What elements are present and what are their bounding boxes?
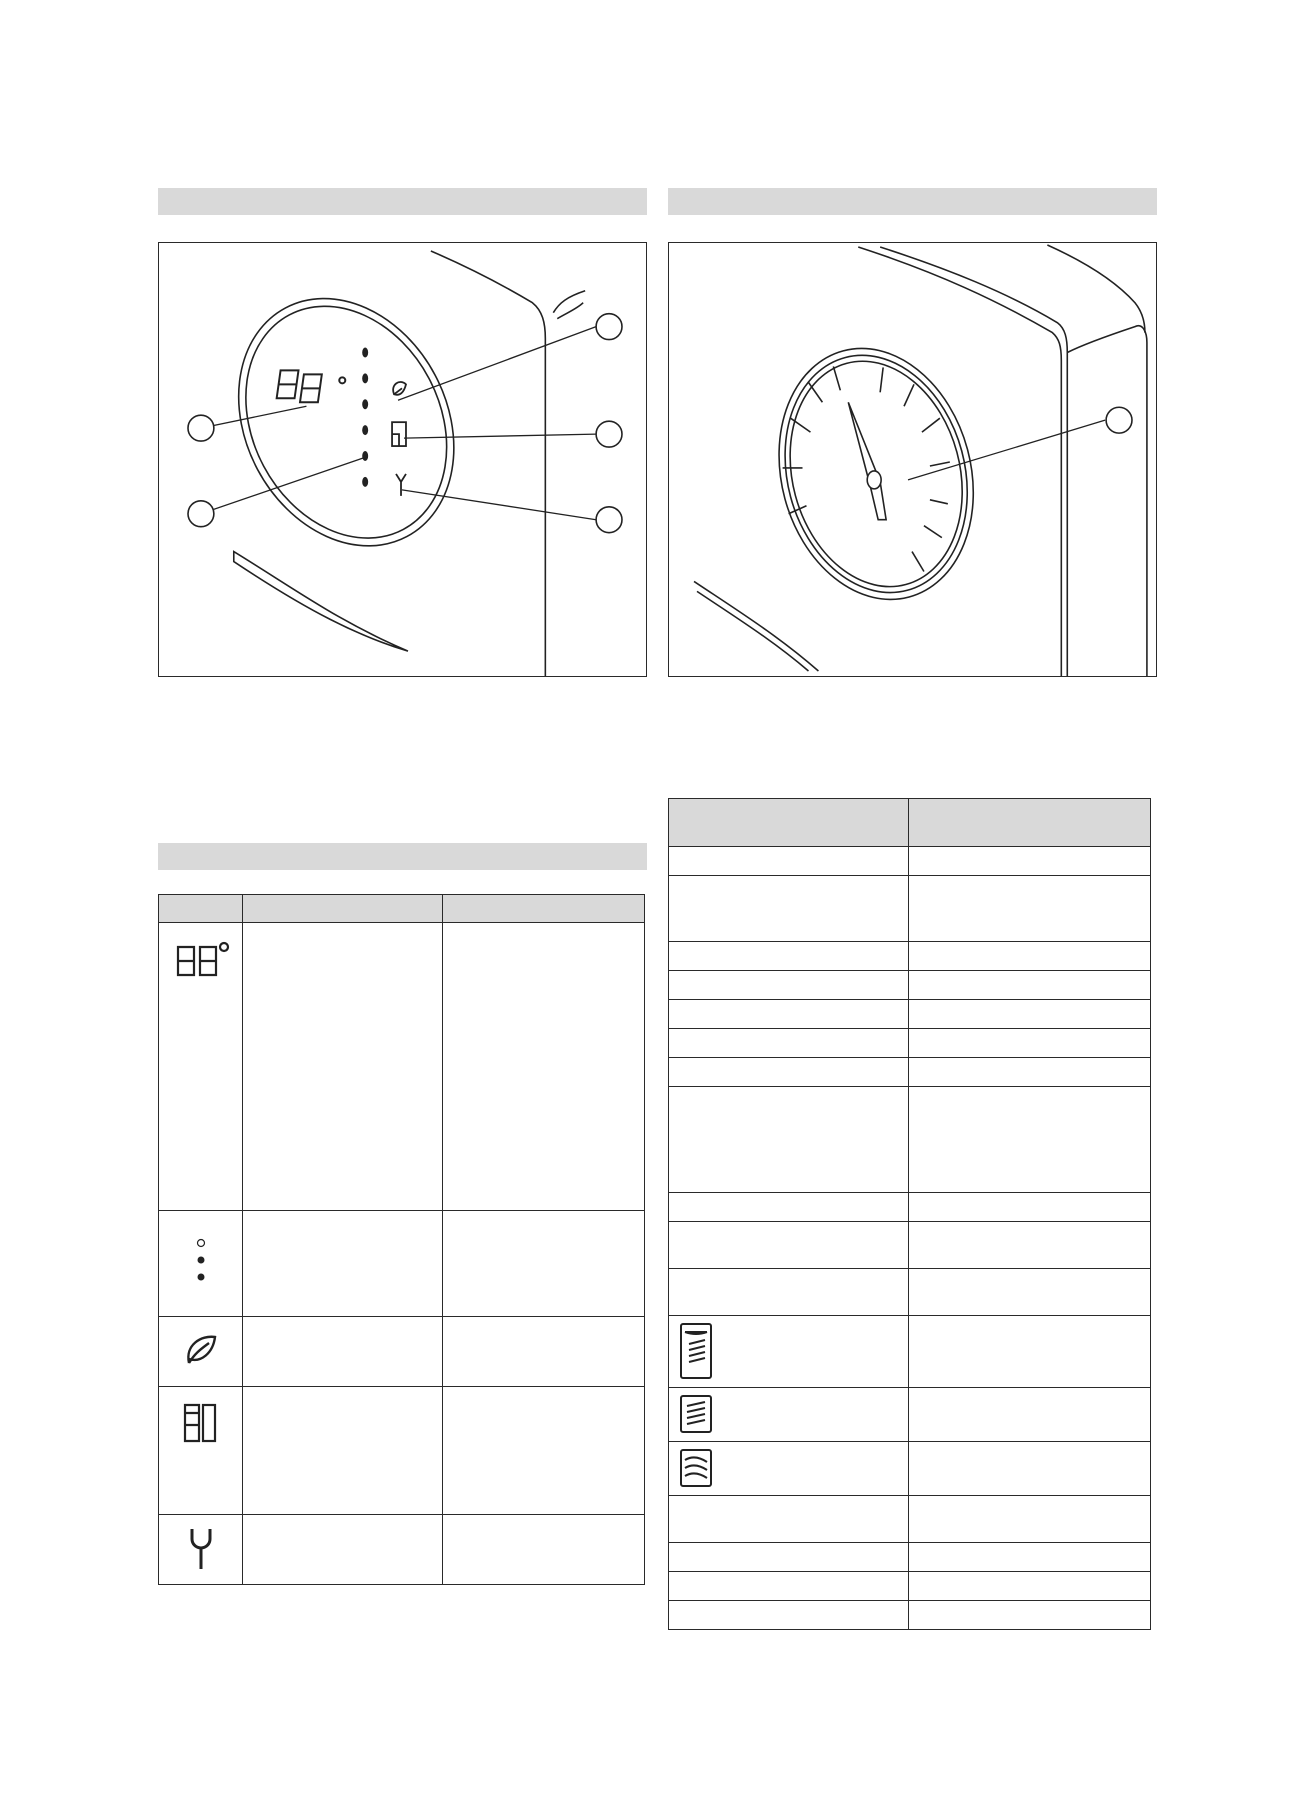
- indicator-dots-icon: [159, 1211, 243, 1317]
- section-bar-right: [668, 188, 1157, 215]
- table-row: [159, 1317, 645, 1387]
- wrench-icon: [159, 1515, 243, 1585]
- table-row: [669, 1496, 1151, 1543]
- table-row: [669, 1029, 1151, 1058]
- hot-water-tank-icon: [159, 1387, 243, 1515]
- table-row: [669, 1316, 1151, 1388]
- table-row: [669, 1222, 1151, 1269]
- symbol-note-cell: [443, 923, 645, 1211]
- callout-gauge: [1106, 407, 1132, 433]
- callout-4: [596, 421, 622, 447]
- tank-level-full-icon: [669, 1316, 909, 1388]
- symbol-meaning-cell: [243, 1211, 443, 1317]
- table-row: [669, 847, 1151, 876]
- table-row: [669, 1388, 1151, 1442]
- table-row: [669, 1543, 1151, 1572]
- symbol-note-cell: [443, 1515, 645, 1585]
- symbol-meaning-cell: [243, 1515, 443, 1585]
- table-row: [669, 1087, 1151, 1193]
- callout-1: [188, 415, 214, 441]
- spec-table-header: [669, 799, 1151, 847]
- wrench-icon: [396, 474, 406, 496]
- symbol-note-cell: [443, 1211, 645, 1317]
- eco-leaf-icon: [393, 382, 406, 395]
- callout-2: [188, 501, 214, 527]
- table-row: [669, 1193, 1151, 1222]
- section-bar-left: [158, 188, 647, 215]
- table-row: [159, 1387, 645, 1515]
- table-row: [669, 876, 1151, 942]
- table-row: [669, 1442, 1151, 1496]
- tank-level-half-icon: [669, 1388, 909, 1442]
- callout-3: [596, 314, 622, 340]
- table-row: [669, 1269, 1151, 1316]
- symbol-table: [158, 894, 645, 1585]
- table-row: [669, 1058, 1151, 1087]
- gauge-needle: [848, 402, 886, 519]
- spec-header-cell-2: [909, 799, 1151, 847]
- table-row: [159, 1211, 645, 1317]
- table-row: [669, 1601, 1151, 1630]
- indicator-dots: [362, 348, 368, 487]
- analog-gauge-drawing: [669, 243, 1156, 676]
- seven-segment-display: [277, 370, 346, 402]
- header-cell-meaning: [243, 895, 443, 923]
- table-row: [159, 1515, 645, 1585]
- spec-header-cell-1: [669, 799, 909, 847]
- symbol-table-header: [159, 895, 645, 923]
- digital-control-drawing: [159, 243, 646, 676]
- symbol-meaning-cell: [243, 1387, 443, 1515]
- analog-gauge-figure: [668, 242, 1157, 677]
- table-row: [669, 1572, 1151, 1601]
- header-cell-symbol: [159, 895, 243, 923]
- table-row: [159, 923, 645, 1211]
- spec-table: [668, 798, 1151, 1630]
- digital-control-figure: [158, 242, 647, 677]
- section-bar-symbols: [158, 843, 647, 870]
- table-row: [669, 1000, 1151, 1029]
- display-digits-icon: [159, 923, 243, 1211]
- eco-leaf-icon: [159, 1317, 243, 1387]
- symbol-meaning-cell: [243, 923, 443, 1211]
- tank-level-low-icon: [669, 1442, 909, 1496]
- symbol-meaning-cell: [243, 1317, 443, 1387]
- symbol-note-cell: [443, 1387, 645, 1515]
- header-cell-note: [443, 895, 645, 923]
- table-row: [669, 942, 1151, 971]
- table-row: [669, 971, 1151, 1000]
- symbol-note-cell: [443, 1317, 645, 1387]
- callout-5: [596, 507, 622, 533]
